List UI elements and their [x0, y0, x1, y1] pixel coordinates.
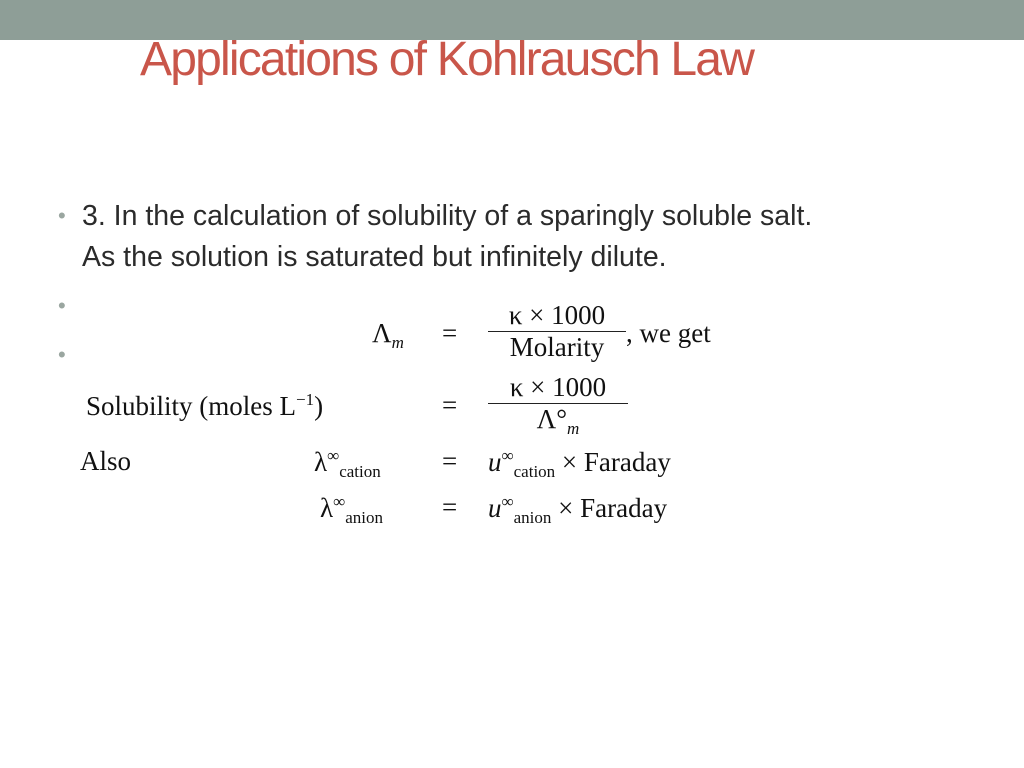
eq3-lhs: $\lambda^\infty_{cation}$ — [314, 446, 381, 481]
eq1-equals: = — [442, 318, 458, 348]
eq1-numerator: κ × 1000 — [508, 300, 606, 330]
eq1-lhs: $\Lambda_m$ — [372, 318, 404, 352]
bullet-marker-2: • — [58, 293, 66, 318]
eq3-equals: = — [442, 446, 458, 476]
bullet-marker-1: • — [58, 203, 66, 228]
eq2-fraction — [488, 372, 628, 439]
eq2-denominator: $\Lambda^\circ_m$ — [536, 404, 580, 438]
eq4-lhs: $\lambda^\infty_{anion}$ — [320, 492, 383, 527]
eq4-equals: = — [442, 492, 458, 522]
eq3-rhs: $u^\infty_{cation}$ × Faraday — [488, 446, 671, 481]
eq1-fraction — [488, 300, 626, 363]
eq3-label: Also — [80, 446, 132, 476]
bullet-text-line-2: As the solution is saturated but infinitely dilute. — [82, 241, 667, 273]
eq4-rhs: $u^\infty_{anion}$ × Faraday — [488, 492, 668, 527]
eq2-numerator: κ × 1000 — [509, 372, 607, 402]
bullet-text-line-1: 3. In the calculation of solubility of a sparingly soluble salt. — [82, 200, 813, 232]
eq2-lhs: Solubility (moles $L^{-1}$) — [86, 390, 324, 421]
bullet-text-1 — [82, 196, 982, 278]
slide-title: Applications of Kohlrausch Law — [140, 33, 754, 86]
eq1-suffix: , we get — [626, 318, 711, 348]
bullet-marker-3: • — [58, 342, 66, 367]
eq1-denominator: Molarity — [509, 332, 605, 362]
eq2-equals: = — [442, 390, 458, 420]
